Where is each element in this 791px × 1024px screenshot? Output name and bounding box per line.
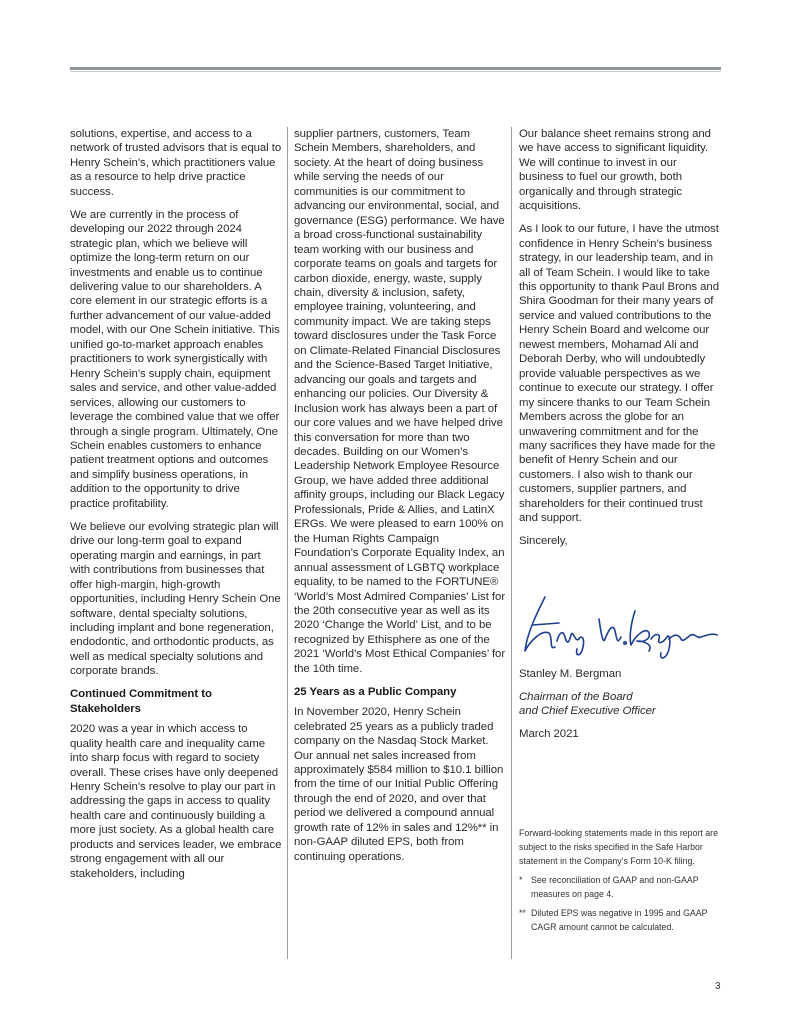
footnote-text: See reconciliation of GAAP and non-GAAP measures on page 4.	[531, 875, 699, 899]
paragraph: 2020 was a year in which access to quality health care and inequality came into sharp focus with regard to society overall. These crises have only deepened Henry Schein’s resolve to play our part in addressing the gaps in access to quality health care and continuously building a more just society. As a global health care products and services leader, we embrace strong engagement with all our stakeholders, including	[70, 723, 282, 880]
letter-date: March 2021	[519, 728, 579, 741]
closing: Sincerely,	[519, 535, 568, 548]
paragraph: supplier partners, customers, Team Schein Members, shareholders, and society. At the heart of doing business while serving the needs of our communities is our commitment to advancing our environmental, social, and governance (ESG) performance. We have a broad cross-functional sustainability team working with our business and corporate teams on goals and targets for carbon dioxide, energy, waste, supply chain, diversity & inclusion, safety, employee training, volunteering, and community impact. We are taking steps toward disclosures under the Task Force on Climate-Related Financial Disclosures and the Science-Based Target Initiative, advancing our goals and targets and enhancing our policies. Our Diversity & Inclusion work has always been a part of our core values and we have helped drive this conversation for more than two decades. Building on our Women’s Leadership Network Employee Resource Group, we have added three additional affinity groups, including our Black Legacy Professionals, Pride & Allies, and LatinX ERGs. We were pleased to earn 100% on the Human Rights Campaign Foundation’s Corporate Equality Index, an annual assessment of LGBTQ workplace equality, to be named to the FORTUNE® ‘World’s Most Admired Companies’ List for the 20th consecutive year as well as its 2020 ‘Change the World’ List, and to be recognized by Ethisphere as one of the 2021 ‘World’s Most Ethical Companies’ for the 10th time.	[294, 128, 506, 675]
forward-looking-statement: Forward-looking statements made in this report are subject to the risks specified in the Safe Harbor statement in the Company’s Form 10-K filing.	[519, 828, 718, 866]
footnotes	[519, 826, 723, 934]
paragraph: We believe our evolving strategic plan will drive our long-term goal to expand operating margin and earnings, in part with contributions from businesses that offer high-margin, high-growth opportunities, including Henry Schein One software, dental specialty solutions, including implant and bone regeneration, endodontic, and orthodontic products, as well as medical specialty solutions and corporate brands.	[70, 520, 281, 678]
column-divider	[511, 127, 512, 959]
column-divider	[287, 127, 288, 959]
signer-title-line1: Chairman of the Board	[519, 690, 633, 703]
text-column-1	[70, 127, 282, 890]
paragraph: Our balance sheet remains strong and we have access to significant liquidity. We will continue to invest in our business to fuel our growth, both organically and through strategic acquisitions.	[519, 128, 711, 213]
header-rule	[70, 67, 721, 70]
paragraph: In November 2020, Henry Schein celebrated 25 years as a publicly traded company on the Nasdaq Stock Market. Our annual net sales increased from approximately $584 million to $10.1 billion from the time of our Initial Public Offering through the end of 2020, and over that period we delivered a compound annual growth rate of 12% in sales and 12%** in non-GAAP diluted EPS, both from continuing operations.	[294, 706, 504, 863]
footnote-text: Diluted EPS was negative in 1995 and GAAP CAGR amount cannot be calculated.	[531, 908, 708, 932]
text-column-3	[519, 127, 723, 750]
paragraph: We are currently in the process of developing our 2022 through 2024 strategic plan, which we believe will optimize the long-term return on our investments and enable us to continue delivering value to our shareholders. A core element in our strategic efforts is a further advancement of our value-added model, with our One Schein initiative. This unified go-to-market approach enables practitioners to work synergistically with Henry Schein’s supply chain, equipment sales and service, and other value-added services, allowing our customers to leverage the combined value that we offer through a single program. Ultimately, One Schein enables customers to enhance patient treatment options and outcomes and simplify business operations, in addition to the opportunity to drive practice profitability.	[70, 208, 280, 510]
header-rule-thin	[70, 71, 721, 72]
text-column-2	[294, 127, 506, 873]
signature-image	[519, 593, 719, 663]
section-heading: Continued Commitment to Stakeholders	[70, 688, 212, 715]
paragraph: As I look to our future, I have the utmost confidence in Henry Schein’s business strategy, in our leadership team, and in all of Team Schein. I would like to take this opportunity to thank Paul Brons and Shira Goodman for their many years of service and valued contributions to the Henry Schein Board and welcome our newest members, Mohamad Ali and Deborah Derby, who will undoubtedly provide valuable perspectives as we continue to execute our strategy. I offer my sincere thanks to our Team Schein Members across the globe for an unwavering commitment and for the many sacrifices they have made for the benefit of Henry Schein and our customers. I also wish to thank our customers, supplier partners, and shareholders for their continued trust and support.	[519, 223, 719, 525]
section-heading: 25 Years as a Public Company	[294, 685, 457, 698]
footnote-mark: **	[519, 908, 526, 918]
paragraph: solutions, expertise, and access to a network of trusted advisors that is equal to Henry Schein’s, which practitioners value as a resource to help drive practice success.	[70, 128, 282, 198]
footnote-mark: *	[519, 875, 523, 885]
footnote	[519, 873, 723, 901]
footnote	[519, 906, 723, 934]
signer-title-line2: and Chief Executive Officer	[519, 705, 656, 718]
signer-name: Stanley M. Bergman	[519, 667, 622, 680]
signer-title	[519, 690, 723, 719]
page-number: 3	[715, 981, 721, 992]
